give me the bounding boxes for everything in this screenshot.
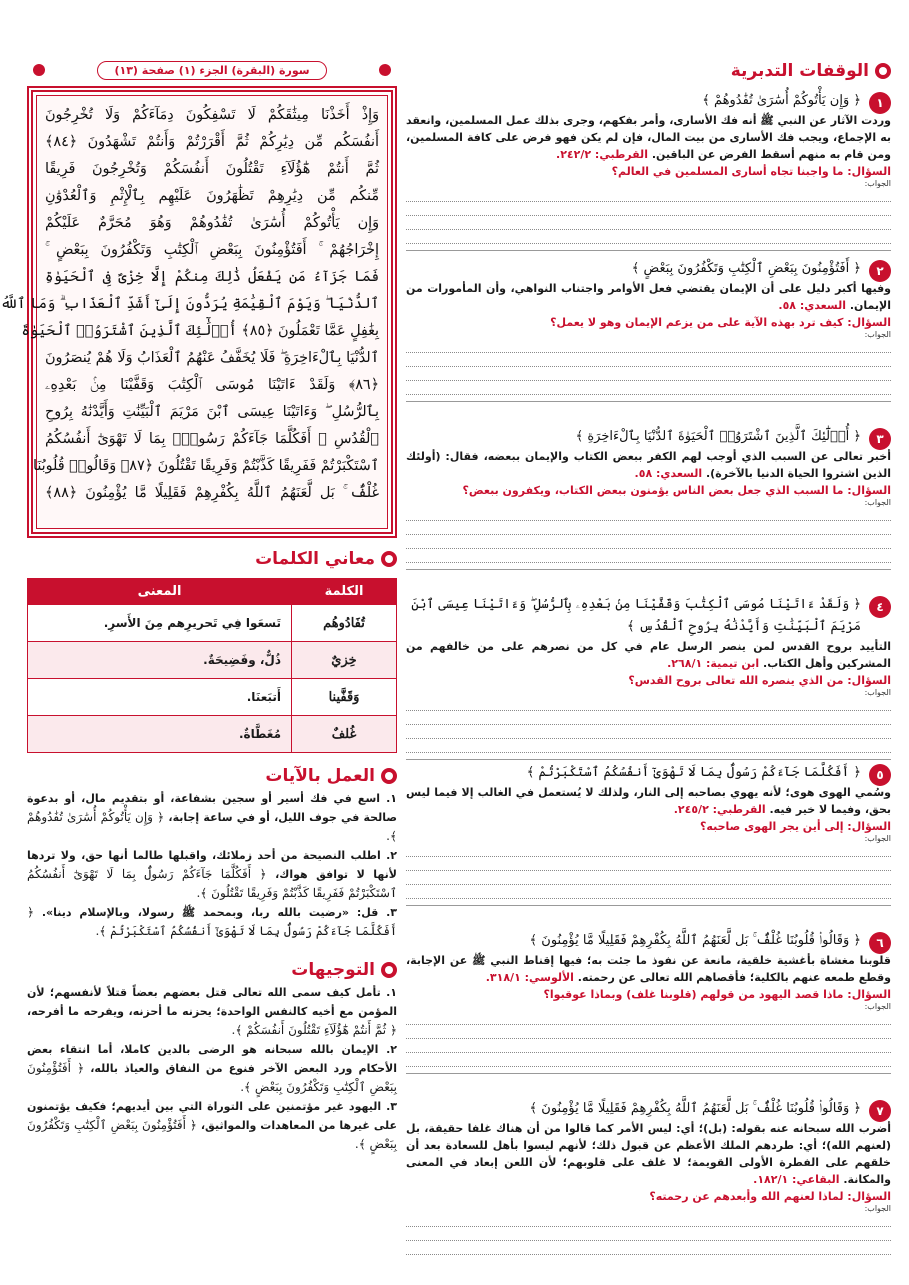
commentary-body: أضرب الله سبحانه عنه بقوله: (بل)؛ أي: ليس الأمر كما قالوا من أن هناك غلفا حقيقة، بل (لعنهم الله)؛ أي: طردهم الملك الأعظم عن قبول ذلك؛ لأنهم ليسوا بأهل للسعادة بعد أن خلقهم على الفطرة الأولى القويمة؛ لا غلف على قلوبهم؛ لأن اللعن إبعاد في المعنى والمكانة.	[406, 1122, 891, 1186]
answer-line[interactable]	[406, 711, 891, 725]
divider	[406, 759, 891, 760]
answer-line[interactable]	[406, 535, 891, 549]
source-reference: البقاعي: ١٨٢/١.	[753, 1173, 840, 1186]
mushaf-header	[27, 58, 397, 82]
surah-page-label: سورة (البقرة) الجزء (١) صفحة (١٣)	[97, 61, 326, 80]
flower-icon	[381, 551, 397, 567]
question-text: السؤال: إلى أين يجر الهوى صاحبه؟	[700, 820, 891, 833]
answer-line[interactable]	[406, 885, 891, 899]
question-text: السؤال: ما واجبنا تجاه أسارى المسلمين في العالم؟	[611, 165, 891, 178]
deeds-title: العمل بالآيات	[27, 763, 397, 789]
answer-line[interactable]	[406, 216, 891, 230]
source-reference: القرطبي: ٢٤٢/٢.	[556, 148, 648, 161]
guidance-section	[27, 957, 397, 1154]
mushaf-line: إِخْرَاجُهُمْ ۚ أَفَتُؤْمِنُونَ بِبَعْضِ ٱلْكِتَٰبِ وَتَكْفُرُونَ بِبَعْضٍ ۚ	[45, 242, 379, 258]
tadabbur-item	[406, 426, 891, 588]
tadabbur-section	[406, 58, 891, 1260]
ornament-dot-icon	[33, 64, 45, 76]
tadabbur-item	[406, 762, 891, 924]
meaning-cell: مُغَطَّاةٌ.	[28, 716, 292, 753]
source-reference: ابن تيمية: ٢٦٨/١.	[667, 657, 760, 670]
verse-text: ﴿ وَقَالُوا۟ قُلُوبُنَا غُلْفٌۢ ۚ بَل لَّعَنَهُمُ ٱللَّهُ بِكُفْرِهِمْ فَقَلِيلًا مَّا يُؤْمِنُونَ ﴾	[529, 933, 861, 948]
tadabbur-item	[406, 930, 891, 1092]
commentary-body: أخبر تعالى عن السبب الذي أوجب لهم الكفر ببعض الكتاب والإيمان ببعضه، فقال: (أولئك الذين اشتروا الحياة الدنيا بالآخرة).	[406, 450, 891, 480]
item-text: ٣. اليهود غير مؤتمنين على التوراة التي بين أيديهم؛ فكيف يؤتمنون على غيرها من المعاهدات والمواثيق،	[27, 1100, 397, 1132]
mushaf-frame	[0, 86, 397, 538]
answer-line[interactable]	[406, 1025, 891, 1039]
list-item	[27, 789, 397, 846]
guidance-title: التوجيهات	[27, 957, 397, 983]
answer-label: الجواب:	[864, 330, 891, 339]
item-number-badge: ٣	[869, 428, 891, 450]
commentary-text	[406, 280, 891, 314]
meaning-cell: ذُلٌّ، وفَضِيحَةٌ.	[28, 642, 292, 679]
answer-line[interactable]	[406, 230, 891, 244]
item-verse: ﴿ أَفَكُلَّمَا جَآءَكُمْ رَسُولٌۢ بِمَا لَا تَهْوَىٰٓ أَنفُسُكُمُ ٱسْتَكْبَرْتُمْ فَفَرِيقًا كَذَّبْتُمْ وَفَرِيقًا تَقْتُلُونَ ﴾.	[27, 867, 397, 900]
mushaf-line: ٱسْتَكْبَرْتُمْ فَفَرِيقًا كَذَّبْتُمْ وَفَرِيقًا تَقْتُلُونَ ﴿٨٧﴾ وَقَالُوا۟ قُلُوبُنَا	[33, 458, 379, 474]
mushaf-line: غُلْفٌۢ ۚ بَل لَّعَنَهُمُ ٱللَّهُ بِكُفْرِهِمْ فَقَلِيلًا مَّا يُؤْمِنُونَ ﴿٨٨﴾	[45, 485, 379, 501]
item-text: ٣. قل: «رضيت بالله ربا، وبمحمد ﷺ رسولا، وبالإسلام دينا».	[41, 906, 397, 919]
tadabbur-item	[406, 594, 891, 756]
answer-line[interactable]	[406, 843, 891, 857]
tadabbur-item	[406, 1098, 891, 1260]
answer-line[interactable]	[406, 188, 891, 202]
answer-line[interactable]	[406, 1213, 891, 1227]
answer-line[interactable]	[406, 1011, 891, 1025]
answer-line[interactable]	[406, 725, 891, 739]
item-verse: ﴿ أَفَكُلَّمَا جَآءَكُمْ رَسُولٌۢ بِمَا لَا تَهْوَىٰٓ أَنفُسُكُمُ ٱسْتَكْبَرْتُمْ ﴾.	[27, 905, 397, 938]
question-text: السؤال: ماذا قصد اليهود من قولهم (قلوبنا غلف) وبماذا عوقبوا؟	[543, 988, 891, 1001]
mushaf-text	[0, 95, 388, 529]
answer-line[interactable]	[406, 1227, 891, 1241]
commentary-text	[406, 112, 891, 163]
answer-label: الجواب:	[864, 688, 891, 697]
col-meaning-header: المعنى	[28, 579, 292, 605]
answer-line[interactable]	[406, 549, 891, 563]
table-row	[28, 716, 397, 753]
answer-label: الجواب:	[864, 179, 891, 188]
item-number-badge: ٤	[869, 596, 891, 618]
verse-text: ﴿ وَإِن يَأْتُوكُمْ أُسَٰرَىٰ تُفَٰدُوهُمْ ﴾	[702, 93, 861, 108]
source-reference: السعدي: ٥٨.	[778, 299, 846, 312]
commentary-text	[406, 784, 891, 818]
answer-line[interactable]	[406, 1053, 891, 1067]
item-verse: ﴿ أَفَتُؤْمِنُونَ بِبَعْضِ ٱلْكِتَٰبِ وَتَكْفُرُونَ بِبَعْضٍ ﴾.	[27, 1061, 397, 1094]
mushaf-line: مِّنكُم مِّن دِيَٰرِهِمْ تَظَٰهَرُونَ عَلَيْهِم بِٱلْإِثْمِ وَٱلْعُدْوَٰنِ	[45, 188, 379, 204]
item-text: ٢. اطلب النصيحة من أحد زملائك، واقبلها طالما أنها حق، ولا تردها لأنها لا توافق هواك،	[27, 849, 397, 881]
list-item	[27, 846, 397, 903]
left-column	[0, 58, 397, 1154]
tadabbur-item	[406, 258, 891, 420]
commentary-text	[406, 448, 891, 482]
mushaf-line: أَنفُسَكُم مِّن دِيَٰرِكُمْ ثُمَّ أَقْرَرْتُمْ وَأَنتُمْ تَشْهَدُونَ ﴿٨٤﴾	[45, 134, 379, 150]
mushaf-line: ٱلدُّنْيَا بِٱلْءَاخِرَةِ ۖ فَلَا يُخَفَّفُ عَنْهُمُ ٱلْعَذَابُ وَلَا هُمْ يُنصَرُونَ	[45, 350, 379, 366]
table-row	[28, 642, 397, 679]
source-reference: الألوسي: ٣١٨/١.	[485, 971, 574, 984]
commentary-body: وسُمي الهوى هوى؛ لأنه يهوي بصاحبه إلى النار، ولذلك لا يُستعمل في الغالب إلا فيما ليس بحق، وفيما لا خير فيه.	[406, 786, 891, 816]
mushaf-line: بِغَٰفِلٍ عَمَّا تَعْمَلُونَ ﴿٨٥﴾ أُو۟لَٰٓئِكَ ٱلَّذِينَ ٱشْتَرَوُا۟ ٱلْحَيَوٰةَ	[21, 323, 379, 339]
meanings-table	[27, 578, 397, 753]
divider	[406, 401, 891, 402]
item-number-badge: ٢	[869, 260, 891, 282]
verse-text: ﴿ وَلَقَدْ ءَاتَيْنَا مُوسَى ٱلْكِتَٰبَ وَقَفَّيْنَا مِنۢ بَعْدِهِۦ بِٱلرُّسُلِ ۖ وَءَاتَيْنَا عِيسَى ٱبْنَ مَرْيَمَ ٱلْبَيِّنَٰتِ وَأَيَّدْنَٰهُ بِرُوحِ ٱلْقُدُسِ ﴾	[411, 597, 861, 634]
item-number-badge: ١	[869, 92, 891, 114]
flower-icon	[875, 63, 891, 79]
answer-line[interactable]	[406, 1241, 891, 1255]
tadabbur-item	[406, 90, 891, 252]
deeds-section	[27, 763, 397, 941]
question-text: السؤال: من الذي ينصره الله تعالى بروح القدس؟	[628, 674, 891, 687]
item-number-badge: ٦	[869, 932, 891, 954]
commentary-text	[406, 638, 891, 672]
mushaf-line: وَإِذْ أَخَذْنَا مِيثَٰقَكُمْ لَا تَسْفِكُونَ دِمَآءَكُمْ وَلَا تُخْرِجُونَ	[45, 107, 379, 123]
answer-label: الجواب:	[864, 834, 891, 843]
answer-line[interactable]	[406, 697, 891, 711]
item-verse: ﴿ أَفَتُؤْمِنُونَ بِبَعْضِ ٱلْكِتَٰبِ وَتَكْفُرُونَ بِبَعْضٍ ﴾.	[27, 1118, 397, 1151]
mushaf-line: ٱلدُّنْيَا ۖ وَيَوْمَ ٱلْقِيَٰمَةِ يُرَدُّونَ إِلَىٰٓ أَشَدِّ ٱلْعَذَابِ ۗ وَمَا ٱللَّهُ	[0, 296, 379, 312]
mushaf-line: ٱلْقُدُسِ ۗ أَفَكُلَّمَا جَآءَكُمْ رَسُولٌۢ بِمَا لَا تَهْوَىٰٓ أَنفُسُكُمُ	[45, 431, 379, 447]
divider	[406, 569, 891, 570]
answer-line[interactable]	[406, 202, 891, 216]
tadabbur-list	[406, 90, 891, 1260]
meaning-cell: تَسعَوا فِي تَحريرِهم مِنَ الأَسرِ.	[28, 605, 292, 642]
word-cell: خِزيٌ	[292, 642, 397, 679]
col-word-header: الكلمة	[292, 579, 397, 605]
list-item	[27, 983, 397, 1040]
mushaf-line: بِٱلرُّسُلِ ۖ وَءَاتَيْنَا عِيسَى ٱبْنَ مَرْيَمَ ٱلْبَيِّنَٰتِ وَأَيَّدْنَٰهُ بِرُوحِ	[45, 404, 379, 420]
list-item	[27, 1040, 397, 1097]
answer-line[interactable]	[406, 353, 891, 367]
answer-label: الجواب:	[864, 498, 891, 507]
verse-text: ﴿ أُو۟لَٰٓئِكَ ٱلَّذِينَ ٱشْتَرَوُا۟ ٱلْحَيَوٰةَ ٱلدُّنْيَا بِٱلْءَاخِرَةِ ﴾	[575, 429, 861, 444]
item-number-badge: ٧	[869, 1100, 891, 1122]
list-item	[27, 1097, 397, 1154]
mushaf-line: ﴿٨٦﴾ وَلَقَدْ ءَاتَيْنَا مُوسَى ٱلْكِتَٰبَ وَقَفَّيْنَا مِنۢ بَعْدِهِۦ	[45, 377, 379, 393]
divider	[406, 250, 891, 251]
source-reference: القرطبي: ٢٤٥/٢.	[673, 803, 766, 816]
item-text: ٢. الإيمان بالله سبحانه هو الرضى بالدين كاملا، أما انتقاء بعض الأحكام ورد البعض الآخر فنوع من النفاق والعياذ بالله،	[27, 1043, 397, 1075]
question-text: السؤال: لماذا لعنهم الله وأبعدهم عن رحمته؟	[649, 1190, 891, 1203]
question-text: السؤال: ما السبب الذي جعل بعض الناس يؤمنون ببعض الكتاب، ويكفرون ببعض؟	[462, 484, 891, 497]
mushaf-line: ثُمَّ أَنتُمْ هَٰٓؤُلَآءِ تَقْتُلُونَ أَنفُسَكُمْ وَتُخْرِجُونَ فَرِيقًا	[45, 161, 379, 177]
word-cell: وَقَفَّينا	[292, 679, 397, 716]
list-item	[27, 903, 397, 941]
answer-line[interactable]	[406, 857, 891, 871]
source-reference: السعدي: ٥٨.	[634, 467, 703, 480]
word-cell: تُفَادُوهُم	[292, 605, 397, 642]
table-row	[28, 679, 397, 716]
commentary-body: وفيها أكبر دليل على أن الإيمان يقتضي فعل الأوامر واجتناب النواهي، وأن المأمورات من الإيمان.	[406, 282, 891, 312]
question-text: السؤال: كيف ترد بهذه الآية على من يزعم الإيمان وهو لا يعمل؟	[550, 316, 891, 329]
guidance-list	[27, 983, 397, 1154]
divider	[406, 905, 891, 906]
commentary-text	[406, 952, 891, 986]
answer-line[interactable]	[406, 739, 891, 753]
table-row	[28, 605, 397, 642]
item-number-badge: ٥	[869, 764, 891, 786]
item-verse: ﴿ وَإِن يَأْتُوكُمْ أُسَٰرَىٰ تُفَٰدُوهُمْ ﴾.	[27, 810, 397, 843]
item-text: ١. اسع في فك أسير أو سجين بشفاعة، أو بتقديم مال، أو بدعوة صالحة في جوف الليل، أو في ساعة إجابة،	[27, 792, 397, 824]
deeds-list	[27, 789, 397, 941]
item-verse: ﴿ ثُمَّ أَنتُمْ هَٰٓؤُلَآءِ تَقْتُلُونَ أَنفُسَكُمْ ﴾.	[231, 1023, 397, 1037]
verse-text: ﴿ أَفَتُؤْمِنُونَ بِبَعْضِ ٱلْكِتَٰبِ وَتَكْفُرُونَ بِبَعْضٍ ﴾	[631, 261, 861, 276]
commentary-text	[406, 1120, 891, 1188]
answer-line[interactable]	[406, 1039, 891, 1053]
answer-line[interactable]	[406, 507, 891, 521]
meanings-title: معاني الكلمات	[27, 546, 397, 572]
verse-text: ﴿ وَقَالُوا۟ قُلُوبُنَا غُلْفٌۢ ۚ بَل لَّعَنَهُمُ ٱللَّهُ بِكُفْرِهِمْ فَقَلِيلًا مَّا يُؤْمِنُونَ ﴾	[529, 1101, 861, 1116]
answer-line[interactable]	[406, 367, 891, 381]
word-cell: غُلفٌ	[292, 716, 397, 753]
verse-text: ﴿ أَفَكُلَّمَا جَآءَكُمْ رَسُولٌۢ بِمَا لَا تَهْوَىٰٓ أَنفُسُكُمُ ٱسْتَكْبَرْتُمْ ﴾	[526, 765, 861, 780]
meaning-cell: أَتبَعنَا.	[28, 679, 292, 716]
flower-icon	[381, 768, 397, 784]
answer-line[interactable]	[406, 381, 891, 395]
answer-line[interactable]	[406, 871, 891, 885]
ornament-dot-icon	[379, 64, 391, 76]
answer-line[interactable]	[406, 339, 891, 353]
commentary-body: التأييد بروح القدس لمن ينصر الرسل عام في كل من نصرهم على من خالفهم من المشركين وأهل الكتاب.	[406, 640, 891, 670]
commentary-body: وردت الآثار عن النبي ﷺ أنه فك الأسارى، وأمر بفكهم، وجرى بذلك عمل المسلمين، وانعقد به الإجماع، ويجب فك الأسارى من بيت المال، فإن لم يكن فهو فرض على كافة المسلمين، ومن قام به منهم أسقط الفرض عن الباقين.	[406, 114, 891, 161]
answer-label: الجواب:	[864, 1204, 891, 1213]
answer-label: الجواب:	[864, 1002, 891, 1011]
answer-line[interactable]	[406, 521, 891, 535]
mushaf-line: وَإِن يَأْتُوكُمْ أُسَٰرَىٰ تُفَٰدُوهُمْ وَهُوَ مُحَرَّمٌ عَلَيْكُمْ	[45, 215, 379, 231]
item-text: ١. تأمل كيف سمى الله تعالى قتل بعضهم بعضاً قتلاً لأنفسهم؛ لأن المؤمن مع أخيه كالنفس الواحدة؛ يحزنه ما أحزنه، ويفرحه ما أفرحه،	[27, 986, 397, 1018]
mushaf-line: فَمَا جَزَآءُ مَن يَفْعَلُ ذَٰلِكَ مِنكُمْ إِلَّا خِزْىٌ فِى ٱلْحَيَوٰةِ	[45, 269, 379, 285]
divider	[406, 1073, 891, 1074]
commentary-body: قلوبنا مغشاة بأغشية خلقية، مانعة عن نفوذ ما جئت به؛ فيها إقناط النبي ﷺ عن الإجابة، وقطع طمعه عنهم بالكلية؛ فأقصاهم الله تعالى عن رحمته.	[406, 954, 891, 984]
flower-icon	[381, 962, 397, 978]
tadabbur-title: الوقفات التدبرية	[406, 58, 891, 84]
